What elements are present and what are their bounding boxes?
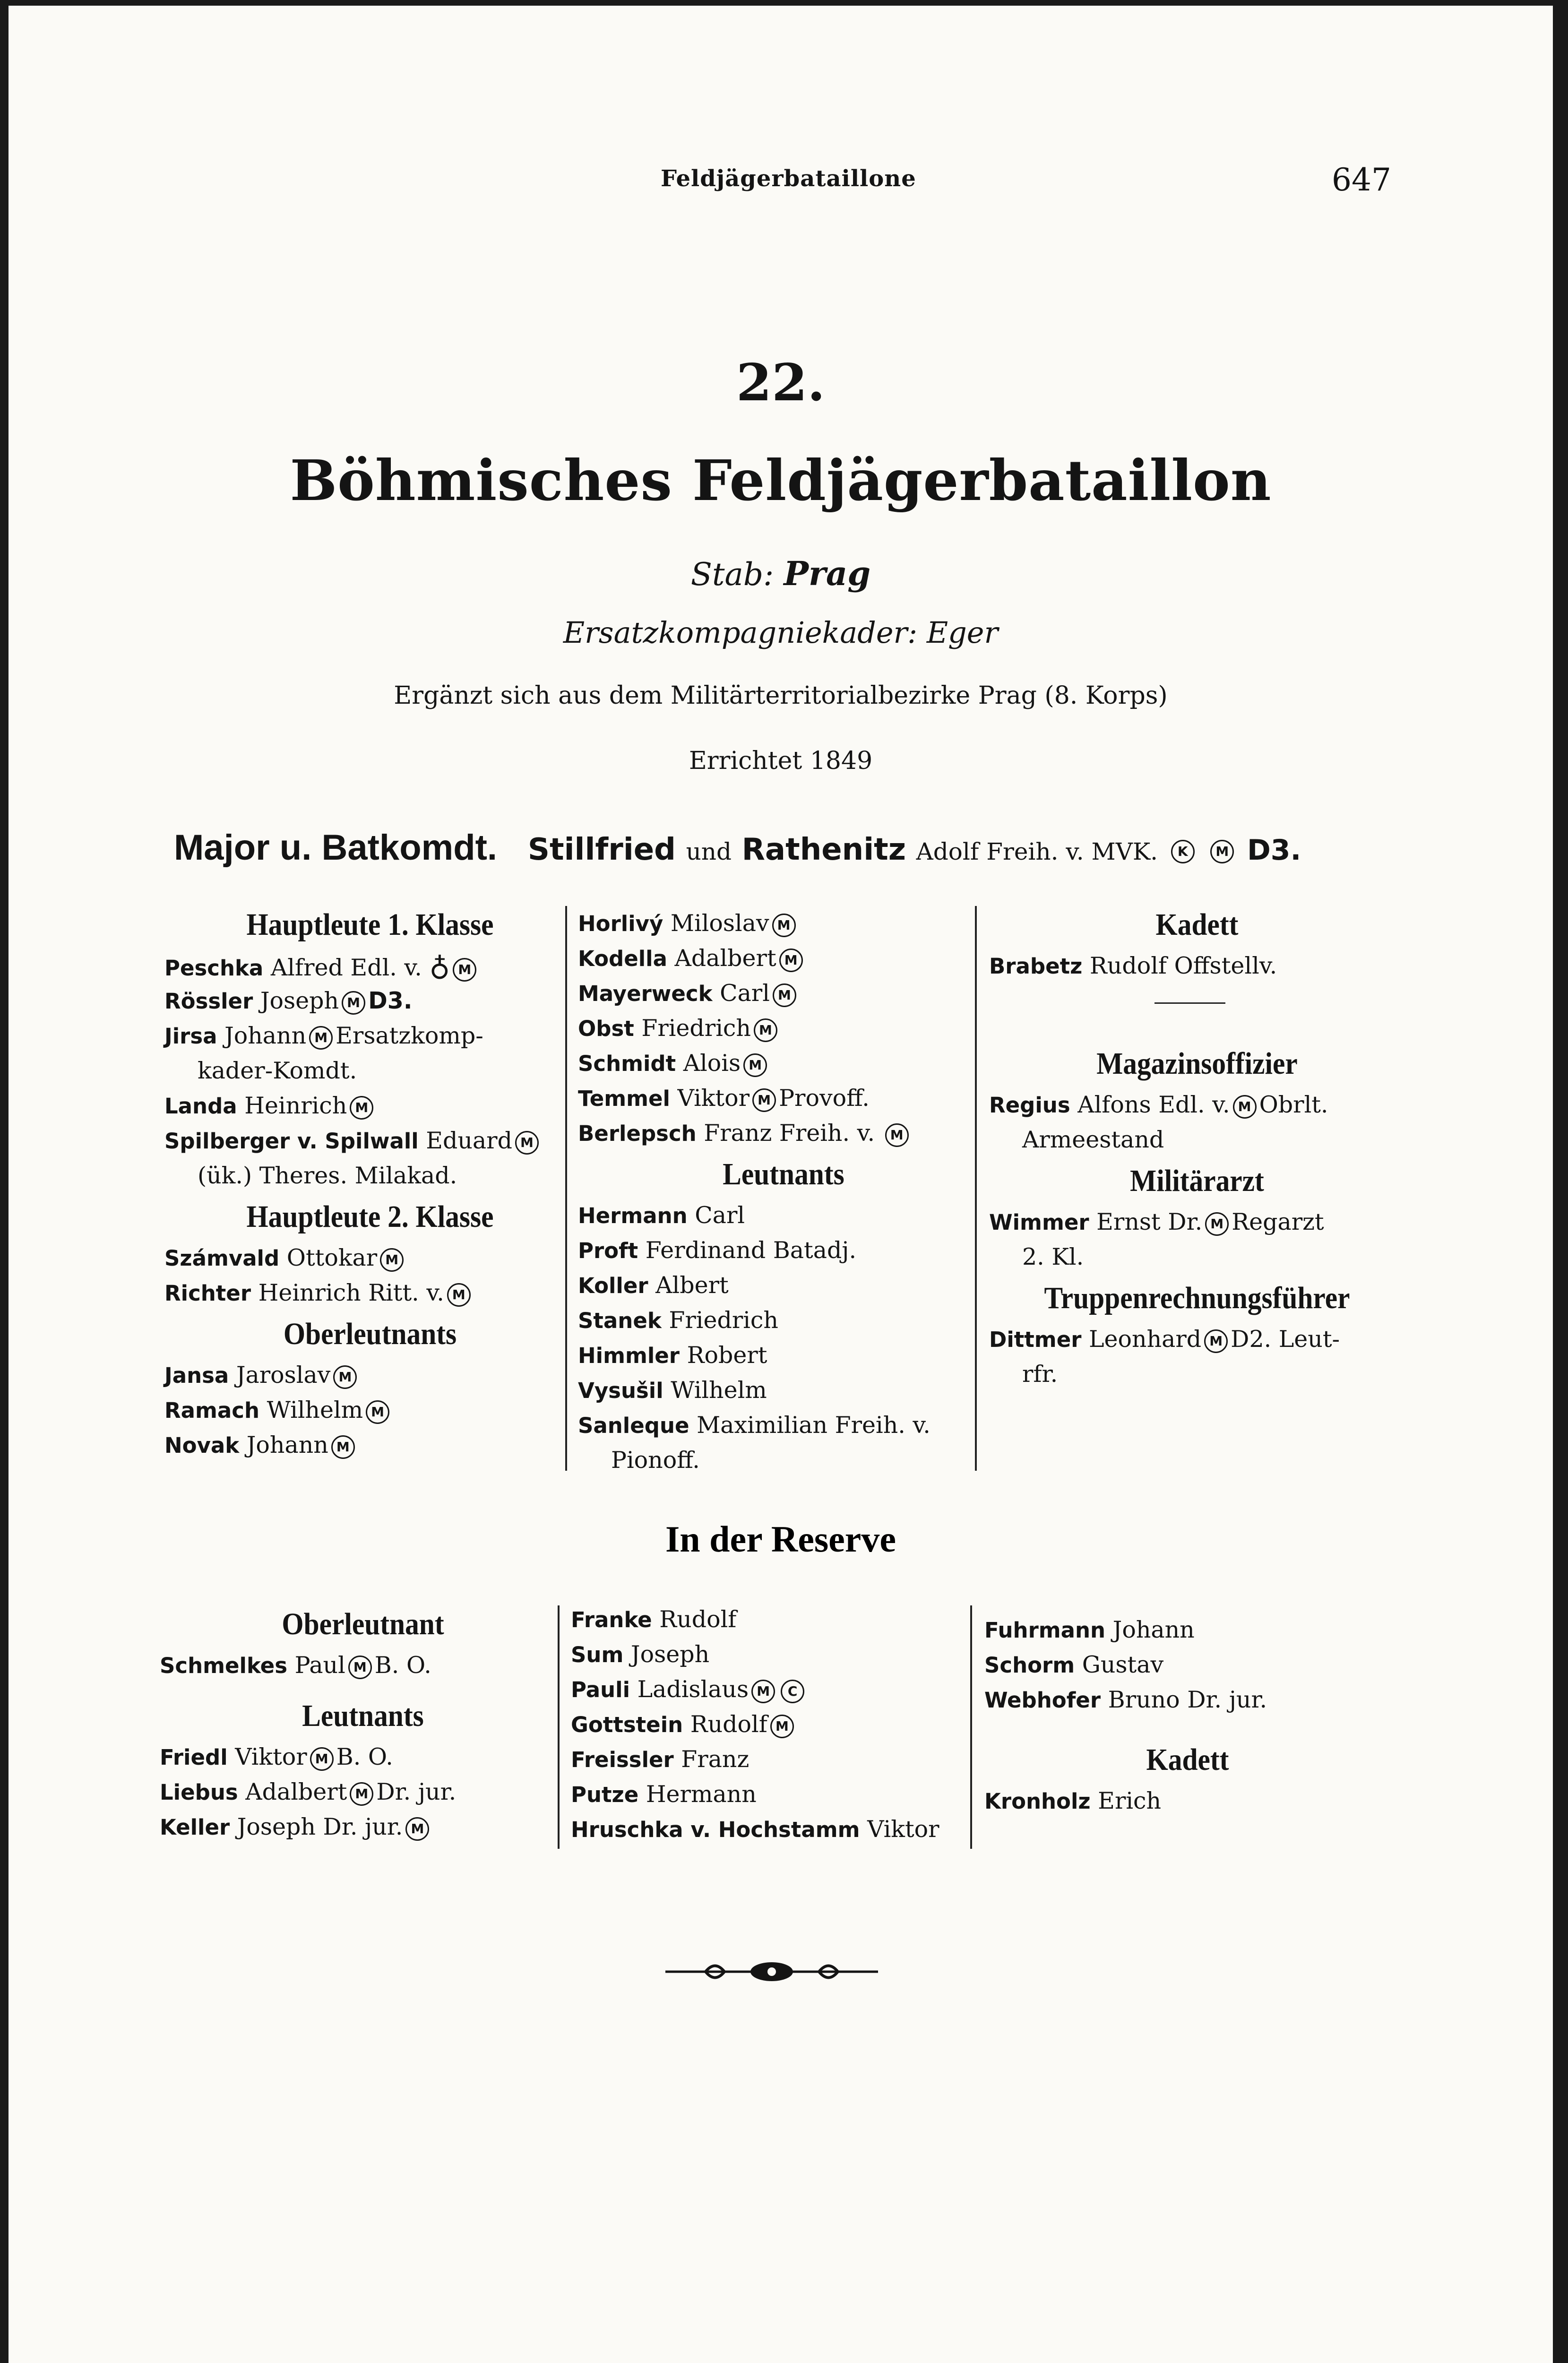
errichtet-line: Errichtet 1849 — [689, 747, 873, 775]
entry-hermann: Hermann Carl — [578, 1202, 745, 1229]
entry-schmelkes: Schmelkes Paul M B. O. — [160, 1652, 431, 1679]
entry-proft: Proft Ferdinand Batadj. — [578, 1237, 857, 1264]
entry-stanek: Stanek Friedrich — [578, 1307, 778, 1334]
page-number: 647 — [1332, 162, 1391, 198]
entry-dittmer-cont: rfr. — [1022, 1361, 1058, 1388]
decoration-symbol: ♁ — [429, 949, 450, 983]
entry-liebus: Liebus Adalbert M Dr. jur. — [160, 1778, 457, 1805]
entry-richter: Richter Heinrich Ritt. v. M — [164, 1276, 576, 1311]
m-symbol: M — [350, 1782, 373, 1806]
m-symbol: M — [779, 949, 803, 972]
entry-brabetz: Brabetz Rudolf Offstellv. — [989, 952, 1277, 979]
ersatz-line — [9, 615, 1553, 650]
m-symbol: M — [331, 1435, 355, 1459]
stab-label: Stab: — [690, 556, 774, 593]
m-symbol: M — [515, 1131, 539, 1155]
entry-horlivy: Horlivý Miloslav M — [578, 906, 989, 941]
battalion-number: 22. — [736, 353, 825, 413]
m-symbol: M — [333, 1365, 357, 1389]
entry-franke: Franke Rudolf — [571, 1606, 737, 1633]
entry-freissler: Freissler Franz — [571, 1746, 750, 1773]
m-symbol: M — [752, 1088, 776, 1112]
heading-magazinsoffizier: Magazinsoffizier — [1096, 1046, 1298, 1081]
entry-kronholz: Kronholz Erich — [984, 1787, 1162, 1814]
commander-rest: Adolf Freih. v. MVK. — [916, 838, 1158, 865]
active-column-2 — [578, 906, 989, 1478]
separator-rule — [1154, 1002, 1225, 1004]
entry-keller: Keller Joseph Dr. jur. M — [160, 1810, 566, 1845]
m-symbol: M — [1205, 1212, 1229, 1236]
entry-temmel: Temmel Viktor M Provoff. — [578, 1085, 870, 1112]
m-symbol: M — [743, 1053, 767, 1077]
m-symbol: M — [380, 1248, 404, 1272]
entry-obst: Obst Friedrich M — [578, 1011, 989, 1046]
commander-d3: D3. — [1247, 834, 1301, 867]
m-symbol: M — [342, 991, 365, 1015]
entry-novak: Novak Johann M — [164, 1428, 576, 1463]
ersatz-value: Eger — [926, 615, 999, 650]
m-symbol: M — [309, 1026, 333, 1050]
entry-wimmer-cont: 2. Kl. — [1022, 1243, 1084, 1270]
entry-fuhrmann: Fuhrmann Johann — [984, 1616, 1195, 1643]
battalion-title: Böhmisches Feldjägerbataillon — [290, 448, 1272, 513]
commander-name1: Stillfried — [527, 832, 676, 867]
entry-schmidt: Schmidt Alois M — [578, 1046, 989, 1081]
heading-hauptleute-1: Hauptleute 1. Klasse — [246, 907, 494, 942]
entry-regius: Regius Alfons Edl. v. M Obrlt. — [989, 1091, 1328, 1118]
m-symbol: M — [1233, 1095, 1257, 1119]
stab-line — [9, 554, 1553, 593]
entry-regius-cont: Armeestand — [1022, 1126, 1164, 1153]
entry-rossler: Rössler Joseph M D3. — [164, 987, 413, 1014]
tailpiece-ornament-icon — [661, 1953, 883, 1991]
m-symbol: M — [751, 1680, 775, 1703]
entry-kodella: Kodella Adalbert M — [578, 941, 989, 976]
heading-oberleutnants: Oberleutnants — [283, 1317, 457, 1351]
active-column-3 — [989, 901, 1405, 1392]
m-symbol: M — [1204, 1329, 1228, 1353]
heading-militararzt: Militärarzt — [1130, 1164, 1264, 1198]
heading-oberleutnant: Oberleutnant — [282, 1607, 444, 1641]
column-divider — [970, 1605, 972, 1849]
entry-pauli: Pauli Ladislaus M C — [571, 1672, 977, 1707]
commander-rank: Major u. Batkomdt. — [174, 828, 498, 868]
entry-ramach: Ramach Wilhelm M — [164, 1393, 576, 1428]
m-symbol: M — [310, 1747, 334, 1771]
ersatz-label: Ersatzkompagniekader: — [563, 615, 918, 650]
m-symbol: M — [447, 1283, 471, 1307]
c-symbol: C — [781, 1680, 804, 1703]
entry-sanleque: Sanleque Maximilian Freih. v. — [578, 1412, 930, 1439]
m-symbol: M — [885, 1123, 909, 1147]
m-symbol: M — [770, 1715, 794, 1738]
entry-sanleque-cont: Pionoff. — [611, 1447, 700, 1474]
commander-name2: Rathenitz — [741, 832, 906, 867]
heading-truppenrechnungsfuhrer: Truppenrechnungsführer — [1044, 1281, 1350, 1315]
running-head: Feldjägerbataillone — [661, 165, 916, 192]
entry-berlepsch: Berlepsch Franz Freih. v. M — [578, 1116, 989, 1151]
m-symbol: M — [1210, 840, 1234, 863]
entry-jirsa: Jirsa Johann M Ersatzkomp- — [164, 1022, 483, 1049]
entry-jirsa-cont: kader-Komdt. — [198, 1057, 357, 1084]
heading-leutnants: Leutnants — [302, 1699, 424, 1733]
entry-schorm: Schorm Gustav — [984, 1651, 1164, 1678]
m-symbol: M — [772, 914, 796, 937]
entry-peschka: Peschka Alfred Edl. v. ♁ M — [164, 949, 576, 983]
entry-sum: Sum Joseph — [571, 1641, 710, 1668]
k-symbol: K — [1171, 840, 1195, 863]
commander-und: und — [686, 838, 732, 865]
reserve-title: In der Reserve — [665, 1518, 896, 1560]
entry-gottstein: Gottstein Rudolf M — [571, 1707, 977, 1742]
entry-wimmer: Wimmer Ernst Dr. M Regarzt — [989, 1208, 1324, 1235]
entry-mayerweck: Mayerweck Carl M — [578, 976, 989, 1011]
commander-line — [174, 827, 1301, 868]
separator-block — [989, 983, 1405, 1040]
stab-value: Prag — [784, 554, 871, 593]
column-divider — [558, 1605, 560, 1849]
entry-spilberger: Spilberger v. Spilwall Eduard M — [164, 1123, 576, 1158]
m-symbol: M — [773, 983, 796, 1007]
m-symbol: M — [350, 1096, 373, 1120]
entry-hruschka: Hruschka v. Hochstamm Viktor — [571, 1816, 939, 1843]
entry-koller: Koller Albert — [578, 1272, 729, 1299]
entry-szamvald: Számvald Ottokar M — [164, 1241, 576, 1276]
reserve-column-2 — [571, 1602, 977, 1847]
entry-webhofer: Webhofer Bruno Dr. jur. — [984, 1686, 1267, 1713]
entry-vysusil: Vysušil Wilhelm — [578, 1377, 767, 1404]
reserve-column-3 — [984, 1613, 1391, 1819]
entry-dittmer: Dittmer Leonhard M D2. Leut- — [989, 1326, 1340, 1353]
erganzt-line: Ergänzt sich aus dem Militärterritorialbezirke Prag (8. Korps) — [394, 681, 1168, 710]
entry-friedl: Friedl Viktor M B. O. — [160, 1743, 393, 1770]
heading-leutnants: Leutnants — [723, 1157, 844, 1191]
m-symbol: M — [348, 1656, 372, 1679]
heading-kadett: Kadett — [1146, 1742, 1229, 1777]
m-symbol: M — [453, 958, 476, 982]
active-column-1 — [164, 901, 576, 1463]
reserve-column-1 — [160, 1601, 566, 1845]
entry-spilberger-cont: (ük.) Theres. Milakad. — [198, 1162, 457, 1189]
m-symbol: M — [366, 1400, 389, 1424]
entry-himmler: Himmler Robert — [578, 1342, 767, 1369]
entry-landa: Landa Heinrich M — [164, 1088, 576, 1123]
entry-putze: Putze Hermann — [571, 1781, 757, 1808]
m-symbol: M — [754, 1018, 777, 1042]
heading-kadett: Kadett — [1155, 907, 1239, 942]
m-symbol: M — [405, 1817, 429, 1841]
column-divider — [975, 906, 977, 1471]
column-divider — [565, 906, 567, 1471]
heading-hauptleute-2: Hauptleute 2. Klasse — [246, 1199, 494, 1234]
book-page — [9, 6, 1553, 2363]
entry-jansa: Jansa Jaroslav M — [164, 1358, 576, 1393]
